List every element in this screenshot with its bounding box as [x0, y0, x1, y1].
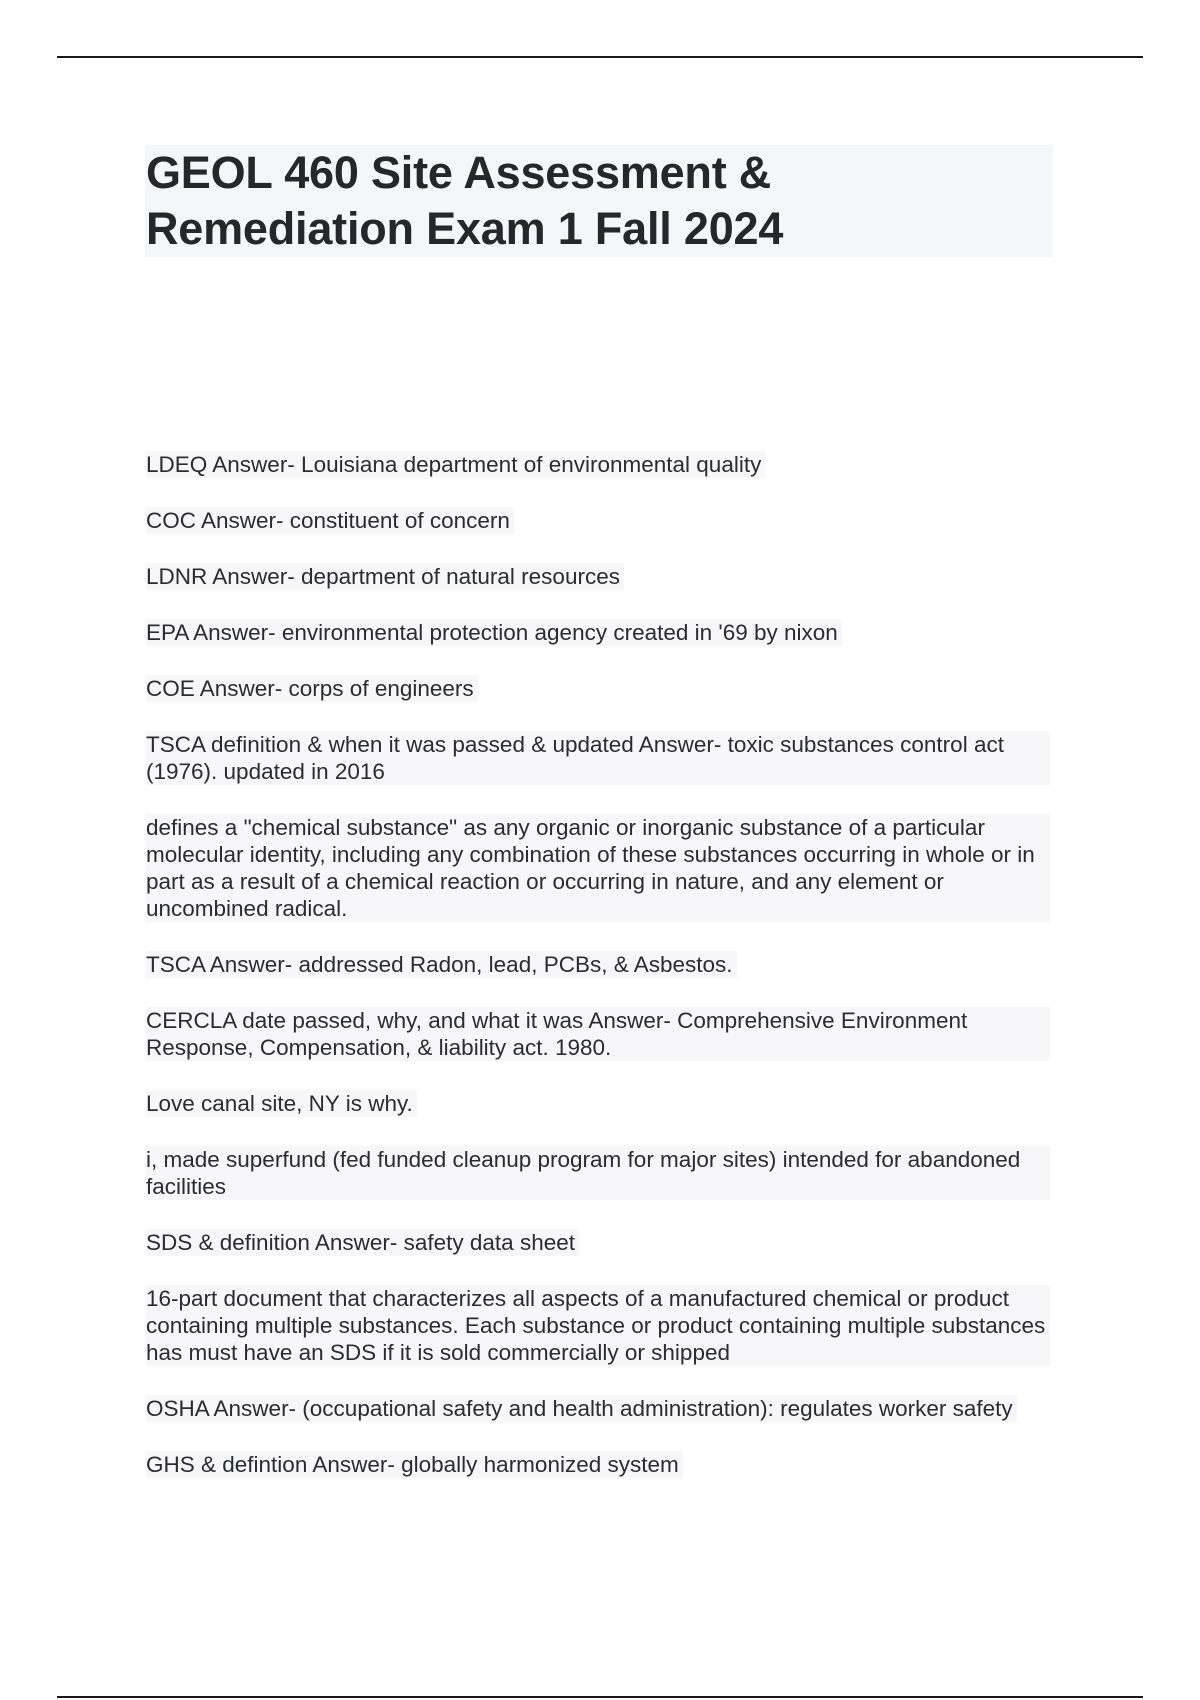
- bottom-divider: [57, 1696, 1143, 1698]
- qa-list: [146, 451, 1061, 1507]
- qa-entry: TSCA Answer- addressed Radon, lead, PCBs, & Asbestos.: [146, 951, 737, 978]
- qa-entry: 16-part document that characterizes all aspects of a manufactured chemical or product containing multiple substances. Each substance or product containing multiple substances has must have an SDS if it is sold commercially or shipped: [146, 1285, 1050, 1366]
- qa-entry: COC Answer- constituent of concern: [146, 507, 514, 534]
- top-divider: [57, 56, 1143, 58]
- qa-entry: TSCA definition & when it was passed & updated Answer- toxic substances control act (1976). updated in 2016: [146, 731, 1050, 785]
- qa-entry: CERCLA date passed, why, and what it was Answer- Comprehensive Environment Response, Compensation, & liability act. 1980.: [146, 1007, 1050, 1061]
- qa-entry: SDS & definition Answer- safety data sheet: [146, 1229, 579, 1256]
- qa-entry: i, made superfund (fed funded cleanup program for major sites) intended for abandoned facilities: [146, 1146, 1050, 1200]
- qa-entry: Love canal site, NY is why.: [146, 1090, 417, 1117]
- qa-entry: OSHA Answer- (occupational safety and health administration): regulates worker safety: [146, 1395, 1017, 1422]
- qa-entry: EPA Answer- environmental protection agency created in '69 by nixon: [146, 619, 842, 646]
- qa-entry: defines a "chemical substance" as any organic or inorganic substance of a particular molecular identity, including any combination of these substances occurring in whole or in part as a result of a chemical reaction or occurring in nature, and any element or uncombined radical.: [146, 814, 1050, 922]
- document-title: GEOL 460 Site Assessment & Remediation Exam 1 Fall 2024: [146, 147, 784, 254]
- qa-entry: GHS & defintion Answer- globally harmonized system: [146, 1451, 683, 1478]
- qa-entry: COE Answer- corps of engineers: [146, 675, 478, 702]
- qa-entry: LDNR Answer- department of natural resources: [146, 563, 624, 590]
- qa-entry: LDEQ Answer- Louisiana department of environmental quality: [146, 451, 765, 478]
